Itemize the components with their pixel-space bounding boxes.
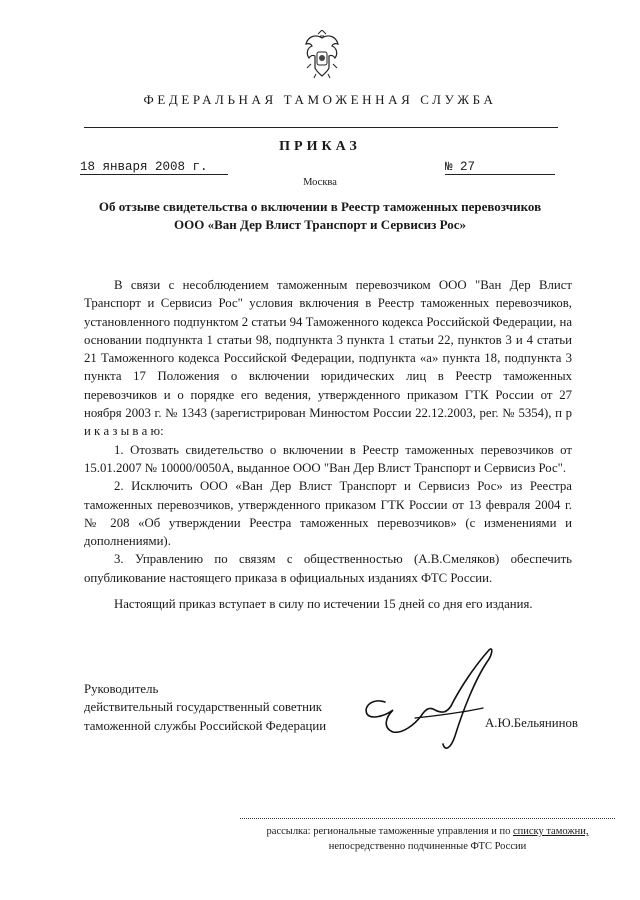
order-item-1: 1. Отозвать свидетельство о включении в Реестр таможенных перевозчиков от 15.01.2007 № 10000/0050А, выданное ООО "Ван Дер Влист Транспорт и Сервисиз Рос". [84, 442, 572, 475]
distribution-list [240, 824, 615, 854]
order-item-3: 3. Управлению по связям с общественностью (А.В.Смеляков) обеспечить опубликование настоящего приказа в официальных изданиях ФТС России. [84, 552, 572, 585]
signatory-line-1: Руководитель [84, 682, 159, 696]
order-date: 18 января 2008 г. [80, 160, 228, 175]
order-number: № 27 [445, 160, 555, 175]
signatory-title [84, 680, 326, 735]
state-emblem-icon [303, 30, 341, 80]
header-divider [84, 127, 558, 128]
document-title: ПРИКАЗ [279, 139, 361, 154]
order-subject [40, 198, 600, 234]
distribution-divider [240, 818, 615, 819]
signatory-line-3: таможенной службы Российской Федерации [84, 718, 327, 733]
subject-line-1: Об отзыве свидетельства о включении в Реестр таможенных перевозчиков [98, 199, 542, 214]
handwritten-signature [355, 640, 505, 760]
distribution-line-2: непосредственно подчиненные ФТС России [328, 841, 527, 852]
distribution-line-1 [240, 824, 615, 839]
order-body [84, 276, 572, 613]
effective-clause: Настоящий приказ вступает в силу по истечении 15 дней со дня его издания. [114, 597, 533, 612]
distribution-underlined: списку таможни, [512, 826, 589, 837]
intro-paragraph: В связи с несоблюдением таможенным перевозчиком ООО "Ван Дер Влист Транспорт и Сервисиз Рос" условия включения в Реестр таможенных перевозчиков, установленного подпунктом 2 статьи 94 Таможенного кодекса Российской Федерации, на основании подпункта 1 статьи 98, подпункта 3 пункта 1 статьи 22, пунктов 3 и 4 статьи 21 Таможенного кодекса Российской Федерации, подпункта «а» пункта 18, подпункта 3 пункта 17 Положения о включении юридических лиц в Реестр таможенных перевозчиков и о порядке его ведения, утвержденного приказом ГТК России от 27 ноября 2003 г. № 1343 (зарегистрирован Минюстом России 22.12.2003, рег. № 5354), п р и к а з ы в а ю: [84, 278, 572, 439]
order-item-2: 2. Исключить ООО «Ван Дер Влист Транспорт и Сервисиз Рос» из Реестра таможенных перевозчиков, утвержденного приказом ГТК России от 13 февраля 2004 г. № 208 «Об утверждении Реестра таможенных перевозчиков» (с изменениями и дополнениями). [84, 479, 572, 549]
distribution-prefix: рассылка: региональные таможенные управления и по [266, 826, 513, 837]
signatory-line-2: действительный государственный советник [84, 700, 323, 715]
signatory-name: А.Ю.Бельянинов [485, 716, 578, 730]
order-city: Москва [303, 177, 337, 188]
agency-name: ФЕДЕРАЛЬНАЯ ТАМОЖЕННАЯ СЛУЖБА [143, 92, 497, 107]
subject-line-2: ООО «Ван Дер Влист Транспорт и Сервисиз Рос» [174, 217, 466, 232]
